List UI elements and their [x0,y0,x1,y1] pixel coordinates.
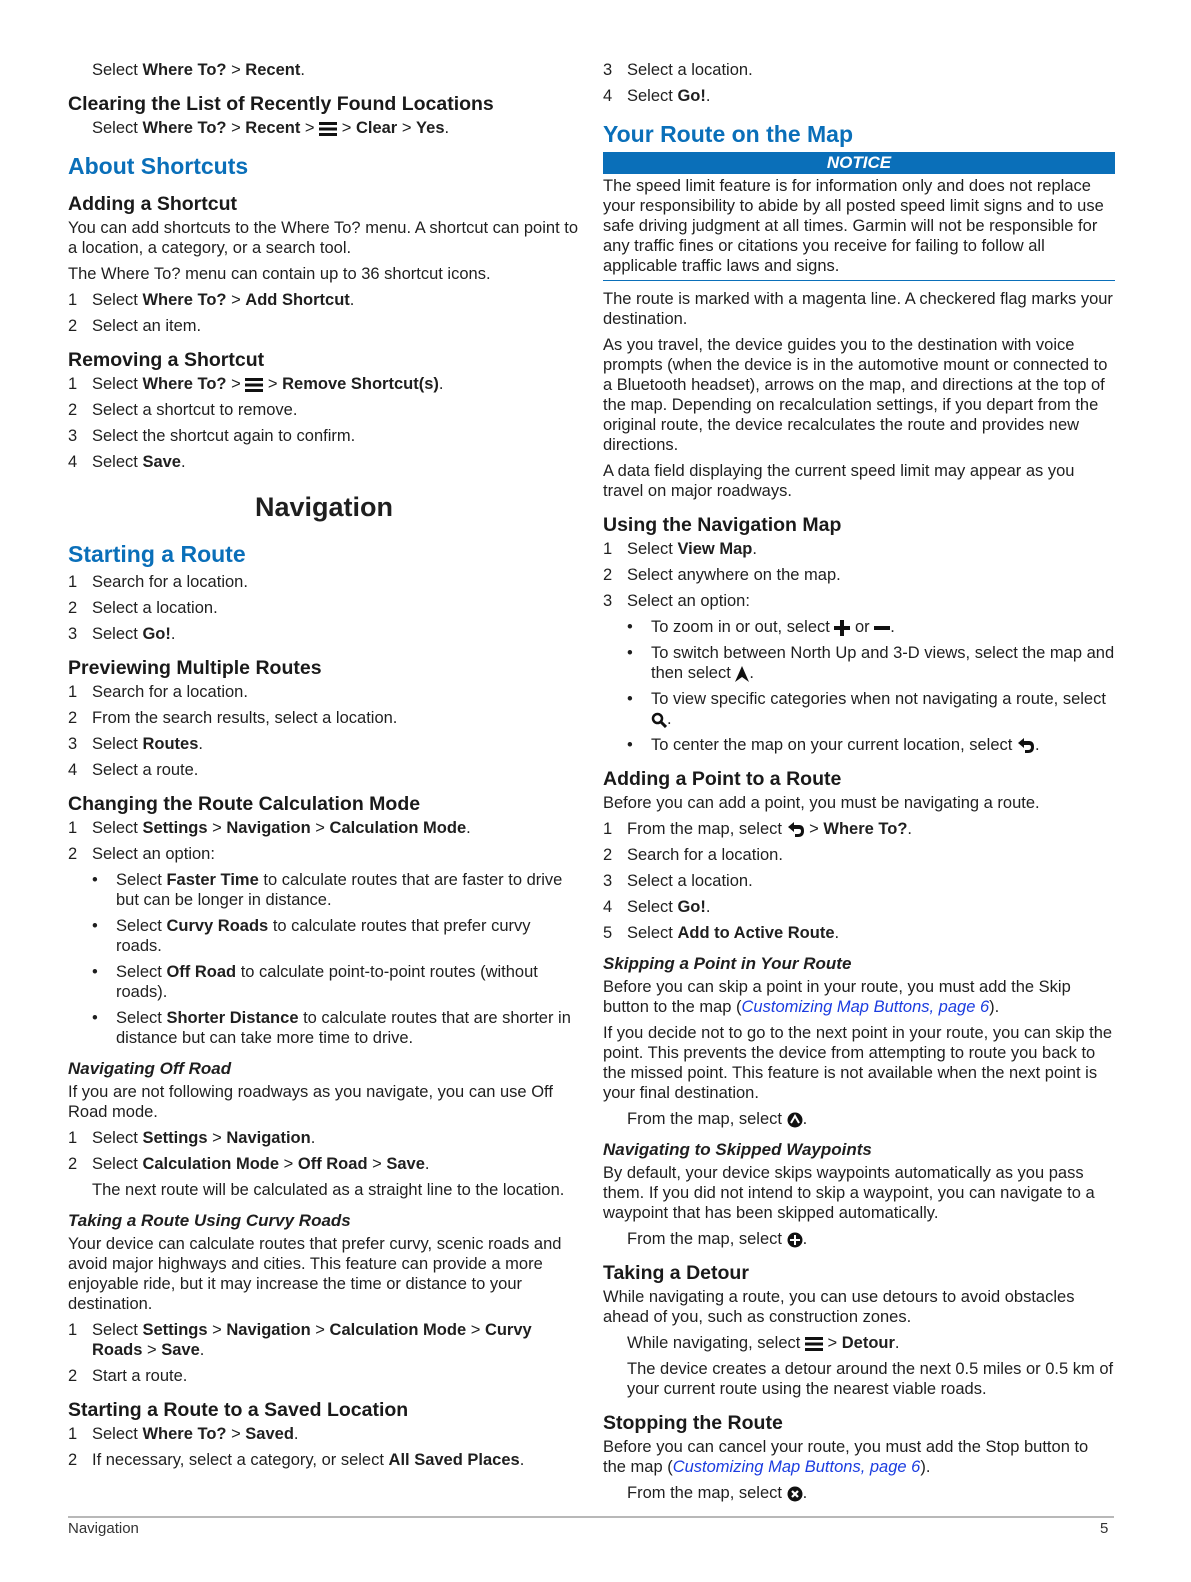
clearing-heading: Clearing the List of Recently Found Locations [68,93,494,115]
cross-reference-link[interactable]: Customizing Map Buttons, page 6 [741,998,990,1016]
removing-shortcut-heading: Removing a Shortcut [68,349,265,371]
nav-map-heading: Using the Navigation Map [603,514,842,536]
list-item: 2 Start a route. [68,1367,188,1385]
stop-action: From the map, select . [627,1484,808,1502]
detour-heading: Taking a Detour [603,1262,749,1284]
list-item: 2 Select an item. [68,317,202,335]
skipped-waypoints-action: From the map, select . [627,1230,808,1248]
detour-p1: While navigating a route, you can use detours to avoid obstacles ahead of you, such as construction zones. [603,1288,1075,1326]
bullet-item: • Select Faster Time to calculate routes that are faster to drive but can be longer in distance. [92,871,563,909]
list-item: 1 Search for a location. [68,683,248,701]
route-map-p3: A data field displaying the current speed limit may appear as you travel on major roadways. [603,462,1075,500]
bullet-item: • To view specific categories when not navigating a route, select . [627,690,1106,728]
route-map-heading: Your Route on the Map [603,121,854,147]
menu-icon [805,1336,823,1352]
page-number: 5 [1100,1520,1109,1537]
list-item: 4 Select Go!. [603,87,711,105]
list-item: 2 Select anywhere on the map. [603,566,841,584]
starting-route-heading: Starting a Route [68,541,246,567]
list-item: 3 Select a location. [603,61,753,79]
list-item: 3 Select the shortcut again to confirm. [68,427,356,445]
add-point-heading: Adding a Point to a Route [603,768,842,790]
skipped-waypoints-p1: By default, your device skips waypoints automatically as you pass them. If you did not intend to skip a waypoint, you can navigate to a waypoint that has been skipped automatically. [603,1164,1095,1222]
about-shortcuts-heading: About Shortcuts [68,153,249,179]
curvy-p1: Your device can calculate routes that prefer curvy, scenic roads and avoid major highways and cities. This feature can provide a more enjoyable ride, but it may increase the time or distance to your destination. [68,1235,562,1313]
off-road-heading: Navigating Off Road [68,1059,232,1078]
list-item: 5 Select Add to Active Route. [603,924,840,942]
curvy-heading: Taking a Route Using Curvy Roads [68,1211,351,1230]
recent-instruction: Select Where To? > Recent. [92,61,305,79]
list-item: 4 Select a route. [68,761,199,779]
list-item: 4 Select Go!. [603,898,711,916]
footer-section-label: Navigation [68,1520,139,1537]
bullet-item: • To zoom in or out, select or . [627,618,895,636]
notice-banner: NOTICE [603,152,1115,174]
calc-mode-heading: Changing the Route Calculation Mode [68,793,421,815]
clearing-instruction: Select Where To? > Recent > > Clear > Yes. [92,119,450,137]
footer-divider [68,1516,1114,1518]
right-column [603,60,1115,1509]
list-item: 1 Select Where To? > Add Shortcut. [68,291,355,309]
menu-icon [319,121,337,137]
add-point-p1: Before you can add a point, you must be navigating a route. [603,794,1040,812]
route-map-p2: As you travel, the device guides you to the destination with voice prompts (when the device is in the automotive mount or connected to a Bluetooth headset), arrows on the map, and directions at the top of the map. Depending on recalculation settings, if you depart from the original route, the device recalculates the route and provides new directions. [603,336,1108,454]
bullet-item: • Select Curvy Roads to calculate routes that prefer curvy roads. [92,917,531,955]
detour-p2: The device creates a detour around the next 0.5 miles or 0.5 km of your current route using the nearest viable roads. [627,1360,1114,1398]
list-item: 1 Select Where To? > Saved. [68,1425,299,1443]
stop-heading: Stopping the Route [603,1412,783,1434]
list-item: 1 Select Settings > Navigation > Calculation Mode. [68,819,471,837]
skipped-waypoint-icon [787,1232,803,1248]
bullet-item: • Select Off Road to calculate point-to-point routes (without roads). [92,963,538,1001]
stop-p1: Before you can cancel your route, you must add the Stop button to the map (Customizing Map Buttons, page 6). [603,1438,1089,1476]
list-item: 1 Select View Map. [603,540,757,558]
off-road-p1: If you are not following roadways as you navigate, you can use Off Road mode. [68,1083,553,1121]
saved-heading: Starting a Route to a Saved Location [68,1399,409,1421]
list-item: 1 Select Settings > Navigation > Calculation Mode > Curvy Roads > Save. [68,1321,532,1359]
list-item: 3 Select a location. [603,872,753,890]
skip-action: From the map, select . [627,1110,808,1128]
skip-icon [787,1112,803,1128]
stop-icon [787,1486,803,1502]
back-arrow-icon [787,822,805,838]
north-arrow-icon [735,666,749,682]
detour-action: While navigating, select > Detour. [627,1334,900,1352]
list-item: 3 Select an option: [603,592,750,610]
skip-p2: If you decide not to go to the next point in your route, you can skip the point. This prevents the device from attempting to route you back to the missed point. This feature is not available when the next point is your final destination. [603,1024,1113,1102]
list-item: 2 Select Calculation Mode > Off Road > Save. [68,1155,430,1173]
adding-shortcut-heading: Adding a Shortcut [68,193,237,215]
skipped-waypoints-heading: Navigating to Skipped Waypoints [603,1140,872,1159]
list-item: 1 Select Settings > Navigation. [68,1129,316,1147]
plus-icon [834,620,850,636]
list-item: 2 Search for a location. [603,846,783,864]
off-road-note: The next route will be calculated as a straight line to the location. [92,1181,565,1199]
list-item: 2 Select an option: [68,845,215,863]
list-item: 2 Select a location. [68,599,218,617]
list-item: 3 Select Go!. [68,625,176,643]
bullet-item: • To center the map on your current location, select . [627,736,1040,754]
bullet-item: • Select Shorter Distance to calculate routes that are shorter in distance but can take more time to drive. [92,1009,571,1047]
back-arrow-icon [1017,738,1035,754]
adding-shortcut-p2: The Where To? menu can contain up to 36 shortcut icons. [68,265,491,283]
list-item: 3 Select Routes. [68,735,203,753]
left-column [68,60,580,1476]
list-item: 1 Search for a location. [68,573,248,591]
list-item: 2 From the search results, select a location. [68,709,398,727]
skip-p1: Before you can skip a point in your route, you must add the Skip button to the map (Customizing Map Buttons, page 6). [603,978,1071,1016]
bullet-item: • To switch between North Up and 3-D views, select the map and then select . [627,644,1115,682]
cross-reference-link[interactable]: Customizing Map Buttons, page 6 [672,1458,921,1476]
list-item: 2 Select a shortcut to remove. [68,401,298,419]
route-map-p1: The route is marked with a magenta line. A checkered flag marks your destination. [603,290,1113,328]
notice-text: The speed limit feature is for information only and does not replace your responsibility to abide by all posted speed limit signs and to use safe driving judgment at all times. Garmin will not be responsible for any traffic fines or citations you receive for failing to follow all applicable traffic laws and signs. [603,176,1115,281]
adding-shortcut-p1: You can add shortcuts to the Where To? menu. A shortcut can point to a location, a category, or a search tool. [68,219,578,257]
list-item: 1 Select Where To? > > Remove Shortcut(s). [68,375,444,393]
minus-icon [874,620,890,636]
skip-heading: Skipping a Point in Your Route [603,954,852,973]
search-icon [651,712,667,728]
previewing-heading: Previewing Multiple Routes [68,657,322,679]
list-item: 1 From the map, select > Where To?. [603,820,912,838]
list-item: 4 Select Save. [68,453,186,471]
menu-icon [245,377,263,393]
list-item: 2 If necessary, select a category, or select All Saved Places. [68,1451,525,1469]
page-title: Navigation [254,492,394,522]
